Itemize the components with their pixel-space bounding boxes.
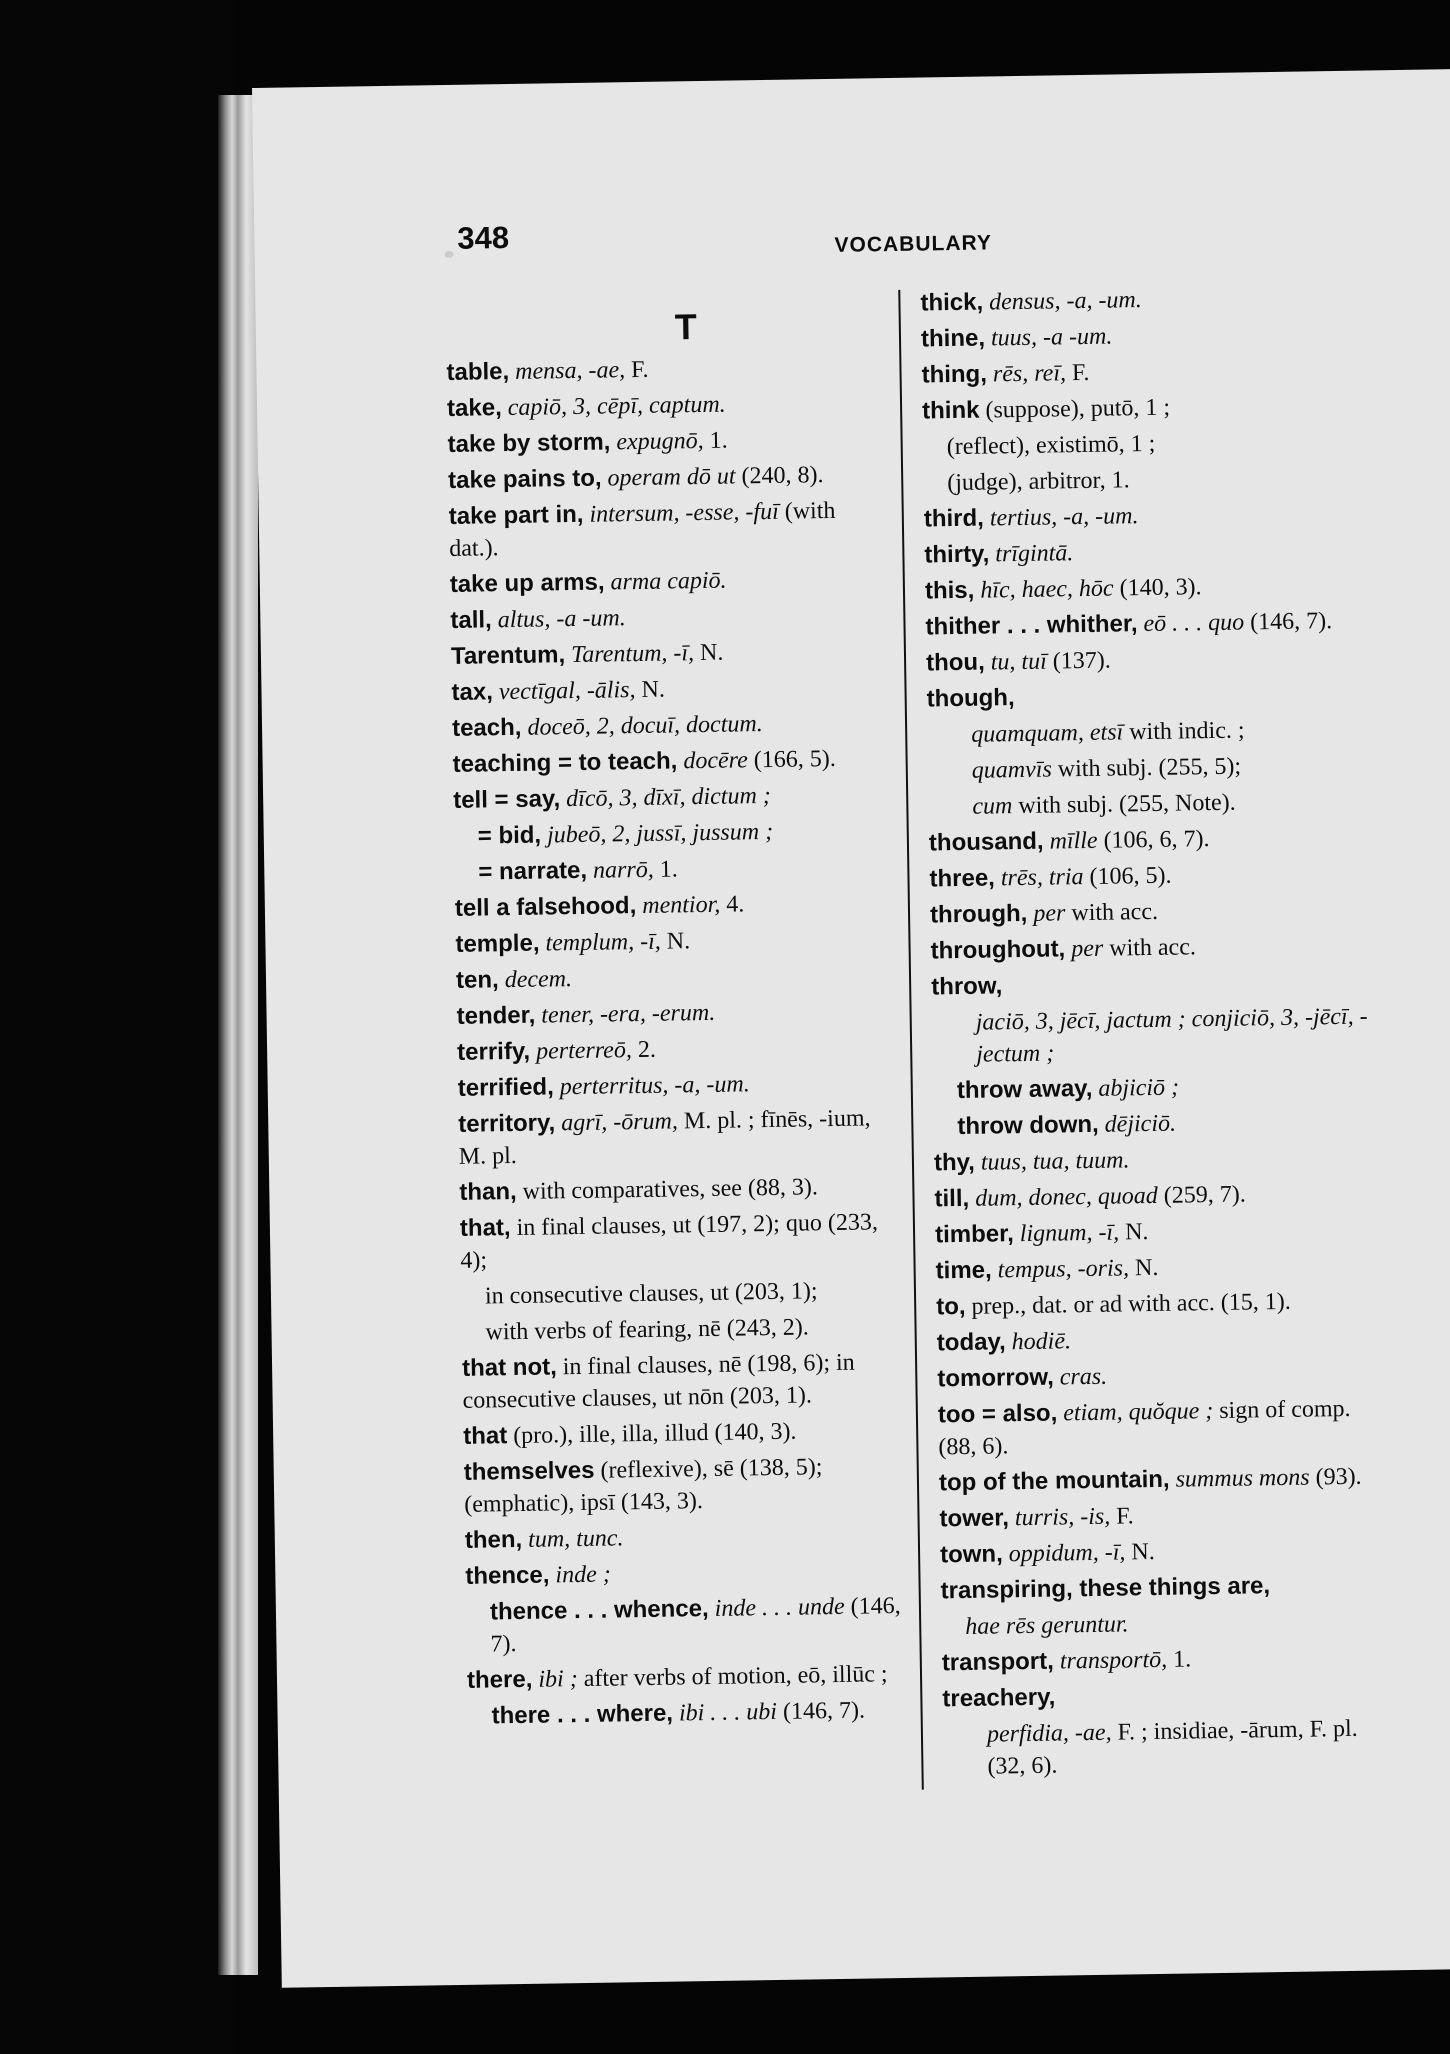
entry-note: N. [660,928,691,955]
headword: thy, [933,1148,976,1177]
vocab-entry [452,706,892,745]
vocab-entry [462,1346,903,1417]
vocab-entry [465,1554,905,1593]
entry-note: (106, 5). [1083,862,1172,891]
entry-note: F. [1110,1503,1134,1530]
entry-note: F. ; insidiae, -ārum, F. pl. (32, 6). [987,1715,1358,1780]
vocab-entry [937,1320,1387,1359]
page-speck [445,251,454,258]
vocab-entry [456,958,896,997]
vocab-entry [937,1356,1387,1395]
headword: then, [464,1525,523,1554]
headword: teach, [451,713,522,742]
headword: time, [935,1256,992,1285]
headword: take by storm, [447,428,611,458]
right-column [920,280,1394,1787]
latin-gloss: lignum, -ī, [1019,1219,1120,1248]
latin-gloss: transportō, [1059,1646,1168,1675]
entry-note: (146, 7). [490,1593,901,1658]
latin-gloss: turris, -is, [1014,1503,1111,1532]
latin-gloss: intersum, -esse, -fuī [589,498,779,528]
headword: themselves [463,1456,595,1486]
headword: town, [939,1540,1003,1569]
headword: throughout, [930,935,1066,965]
entry-note: N. [1118,1219,1149,1246]
latin-gloss: narrō, [592,856,654,884]
vocab-entry [976,1000,1383,1070]
headword: tell a falsehood, [454,892,637,922]
entry-note: with acc. [1065,898,1159,927]
entry-note: with subj. (255, Note). [1012,789,1236,820]
latin-gloss: perfidia, -ae, [986,1719,1112,1748]
entry-note: (259, 7). [1157,1181,1247,1209]
vocab-entry [491,1694,907,1733]
vocab-entry [939,1496,1389,1535]
headword: thirty, [924,540,990,569]
latin-gloss: per [1033,900,1066,927]
latin-gloss: perterreō, [535,1037,633,1065]
headword: treachery, [942,1683,1056,1713]
vocab-entry [467,1658,907,1697]
latin-gloss: tempus, -oris, [997,1255,1130,1284]
entry-note: with verbs of fearing, nē (243, 2). [485,1314,809,1346]
headword: third, [923,504,985,533]
vocab-entry [938,1392,1389,1463]
vocab-entry [456,994,896,1033]
vocab-entry [490,1590,907,1661]
entry-note: (140, 3). [1113,574,1202,602]
latin-gloss: ibi ; [538,1666,578,1693]
headword: three, [929,864,996,893]
entry-note: N. [693,639,724,667]
entry-note: (93). [1309,1463,1362,1491]
entry-note: with indic. ; [1123,717,1245,746]
entry-note: (judge), arbitror, 1. [947,467,1130,497]
vocab-entry [957,1104,1383,1143]
vocab-entry [446,350,886,389]
headword: than, [459,1177,517,1206]
vocab-entry [929,856,1379,895]
headword: transpiring, these things are, [940,1572,1271,1605]
latin-gloss: tu, tuī [990,648,1047,676]
latin-gloss: oppidum, -ī, [1008,1539,1126,1568]
vocab-entry [972,748,1378,786]
vocab-entry [485,1274,901,1313]
latin-gloss: tertius, -a, -um. [989,503,1139,532]
vocab-entry [448,458,888,497]
vocab-entry [929,820,1379,859]
latin-gloss: tener, -era, -erum. [541,999,716,1029]
vocab-entry [458,1102,899,1173]
vocab-entry [930,928,1380,967]
entry-note: M. pl. ; fīnēs, -ium, M. pl. [458,1105,871,1170]
headword: tomorrow, [937,1363,1054,1393]
latin-gloss: templum, -ī, [545,928,662,957]
entry-note: prep., dat. or ad with acc. (15, 1). [965,1288,1291,1320]
latin-gloss: mentior, [642,891,721,919]
headword: take, [446,394,502,422]
latin-gloss: hodiē. [1011,1328,1072,1356]
vocab-entry [924,532,1374,571]
headword: thence, [465,1561,550,1590]
vocab-entry [935,1212,1385,1251]
entry-note: 2. [631,1036,657,1064]
latin-gloss: hae rēs geruntur. [965,1611,1129,1640]
entry-note: (with dat.). [449,497,836,562]
latin-gloss: dīcō, 3, dīxī, dictum ; [565,782,771,813]
vocab-entry [460,1206,901,1277]
headword: transport, [941,1647,1055,1677]
headword: ten, [455,966,499,994]
vocab-entry [931,964,1381,1003]
vocab-entry [920,280,1370,319]
latin-gloss: quamvīs [971,756,1053,784]
vocab-entry [464,1450,905,1521]
vocab-entry [465,1518,905,1557]
headword: to, [936,1292,966,1321]
entry-note: with subj. (255, 5); [1051,753,1242,783]
entry-note: (106, 6, 7). [1097,826,1210,854]
book-spine [218,95,258,1975]
vocab-entry [455,922,895,961]
vocab-entry [453,778,893,817]
entry-note: in final clauses, ut (197, 2); quo (233, 4); [460,1209,879,1274]
headword: throw away, [956,1074,1093,1105]
vocab-entry [965,1604,1391,1643]
entry-note: (reflect), existimō, 1 ; [946,430,1156,461]
headword: though, [926,684,1015,713]
latin-gloss: rēs, reī, [992,360,1067,388]
latin-gloss: summus mons [1175,1464,1310,1493]
vocab-entry [926,676,1376,715]
vocab-entry [971,712,1377,750]
latin-gloss: tum, tunc. [527,1525,624,1553]
latin-gloss: trīgintā. [995,540,1074,568]
vocab-entry [921,316,1371,355]
vocab-entry [922,388,1372,427]
vocab-entry [455,886,895,925]
vocab-entry [934,1140,1384,1179]
headword: think [921,396,980,425]
vocab-entry [478,814,894,853]
headword: thine, [920,324,986,353]
entry-note: N. [635,676,666,704]
vocab-entry [942,1640,1392,1679]
headword: through, [929,899,1028,929]
headword: teaching = to teach, [452,747,678,778]
latin-gloss: etiam, quŏque ; [1063,1398,1214,1427]
section-letter: T [674,306,698,348]
headword: table, [446,357,510,386]
vocab-entry [942,1676,1392,1715]
vocab-entry [450,598,890,637]
headword: top of the mountain, [938,1465,1170,1497]
headword: throw, [930,972,1003,1001]
headword: till, [934,1184,970,1213]
left-column [446,308,908,1737]
latin-gloss: cum [972,793,1013,820]
vocab-entry [452,742,892,781]
headword: timber, [934,1220,1015,1249]
entry-note: (reflexive), sē (138, 5); (emphatic), ipsī (143, 3). [464,1454,823,1518]
headword: = narrate, [478,856,588,886]
headword: terrified, [457,1073,554,1102]
latin-gloss: jubeō, 2, jussī, jussum ; [546,818,774,849]
entry-note: (suppose), putō, 1 ; [979,394,1171,424]
entry-note: (166, 5). [747,745,836,774]
headword: territory, [458,1109,556,1138]
entry-note: with comparatives, see (88, 3). [516,1174,819,1205]
entry-note: sign of comp. (88, 6). [938,1395,1351,1461]
latin-gloss: decem. [504,966,573,994]
vocab-entry [463,1414,903,1453]
latin-gloss: arma capiō. [610,567,727,596]
entry-note: 1. [653,856,678,883]
vocab-entry [925,604,1375,643]
entry-note: N. [1125,1539,1155,1566]
headword: tell = say, [453,785,561,814]
running-head: VOCABULARY [834,231,993,257]
latin-gloss: cras. [1059,1363,1108,1391]
entry-note: in consecutive clauses, ut (203, 1); [484,1278,818,1310]
vocab-entry [449,494,890,565]
latin-gloss: expugnō, [616,427,704,456]
latin-gloss: mīlle [1049,827,1098,855]
latin-gloss: inde ; [555,1561,611,1589]
latin-gloss: densus, -a, -um. [988,287,1142,316]
vocab-entry [946,424,1372,463]
headword: this, [924,576,975,605]
vocab-entry [447,422,887,461]
entry-note: F. [624,356,649,384]
headword: there, [466,1665,533,1694]
headword: there . . . where, [491,1699,674,1730]
latin-gloss: trēs, tria [1000,864,1084,892]
entry-note: with acc. [1103,934,1197,962]
headword: take up arms, [449,568,605,598]
entry-note: N. [1128,1254,1159,1282]
headword: temple, [455,929,540,958]
latin-gloss: capiō, 3, cēpī, captum. [507,391,726,422]
entry-note: 1. [1166,1646,1192,1673]
latin-gloss: vectīgal, -ālis, [498,677,636,706]
headword: thither . . . whither, [925,610,1138,641]
vocab-entry [485,1310,901,1349]
headword: thing, [921,360,988,389]
vocab-entry [450,562,890,601]
scan-background [0,0,235,2054]
latin-gloss: per [1071,935,1104,963]
vocab-entry [459,1170,899,1209]
vocab-entry [947,460,1373,499]
vocab-entry [457,1066,897,1105]
vocab-entry [935,1248,1385,1287]
latin-gloss: eō . . . quo [1143,609,1245,638]
latin-gloss: dējiciō. [1104,1110,1177,1138]
headword: = bid, [477,821,542,850]
headword: tax, [451,678,494,706]
headword: too = also, [937,1399,1058,1429]
latin-gloss: altus, -a -um. [497,605,626,634]
latin-gloss: mensa, -ae, [514,357,626,385]
vocab-entry [924,496,1374,535]
entry-note: (240, 8). [735,462,824,490]
latin-gloss: Tarentum, -ī, [570,640,695,669]
headword: tender, [456,1001,536,1030]
entry-note: (146, 7). [776,1697,866,1725]
vocab-entry [987,1712,1394,1782]
latin-gloss: abjiciō ; [1098,1074,1180,1102]
entry-note: (146, 7). [1243,608,1333,636]
headword: that [462,1422,508,1450]
latin-gloss: ibi . . . ubi [678,1698,778,1727]
latin-gloss: inde . . . unde [714,1593,845,1622]
headword: thick, [920,288,984,317]
book-page [252,69,1450,1988]
vocab-entry [926,640,1376,679]
vocab-entry [451,670,891,709]
latin-gloss: perterritus, -a, -um. [559,1071,750,1101]
latin-gloss: tuus, tua, tuum. [980,1147,1130,1176]
vocab-entry [940,1532,1390,1571]
headword: terrify, [456,1037,531,1066]
latin-gloss: quamquam, etsī [971,719,1124,748]
vocab-entry [930,892,1380,931]
headword: that, [459,1214,511,1242]
headword: today, [936,1328,1006,1357]
latin-gloss: tuus, -a -um. [990,323,1113,352]
vocab-entry [447,386,887,425]
vocab-entry [925,568,1375,607]
headword: tower, [939,1504,1010,1533]
entry-note: 1. [703,427,728,454]
headword: tall, [450,606,492,634]
entry-note: 4. [720,891,745,918]
headword: throw down, [957,1110,1099,1141]
headword: thousand, [928,827,1044,857]
entry-note: after verbs of motion, eō, illūc ; [577,1661,888,1693]
entry-note: F. [1065,359,1090,387]
latin-gloss: agrī, -ōrum, [561,1108,679,1137]
vocab-entry [457,1030,897,1069]
entry-note: in final clauses, nē (198, 6); in consecutive clauses, ut nōn (203, 1). [462,1349,855,1414]
latin-gloss: dum, donec, quoad [975,1182,1159,1212]
vocab-entry [940,1568,1390,1607]
latin-gloss: hīc, haec, hōc [980,575,1114,604]
latin-gloss: jaciō, 3, jēcī, jactum ; conjiciō, 3, -jēcī, -jectum ; [975,1003,1368,1068]
vocab-entry [921,352,1371,391]
headword: thence . . . whence, [489,1595,709,1626]
latin-gloss: doceō, 2, docuī, doctum. [527,711,763,741]
latin-gloss: docēre [683,747,748,775]
page-number: 348 [457,219,510,256]
vocab-entry [972,784,1378,822]
vocab-entry [936,1284,1386,1323]
headword: thou, [925,648,985,677]
entry-note: (pro.), ille, illa, illud (140, 3). [507,1418,797,1450]
vocab-entry [451,634,891,673]
headword: that not, [461,1353,557,1382]
vocab-entry [934,1176,1384,1215]
headword: take pains to, [447,464,602,494]
latin-gloss: operam dō ut [607,463,736,492]
vocab-entry [478,850,894,889]
vocab-entry [939,1460,1389,1499]
vocab-entry [957,1068,1383,1107]
headword: Tarentum, [450,641,566,670]
headword: take part in, [448,500,584,530]
entry-note: (137). [1046,647,1111,675]
